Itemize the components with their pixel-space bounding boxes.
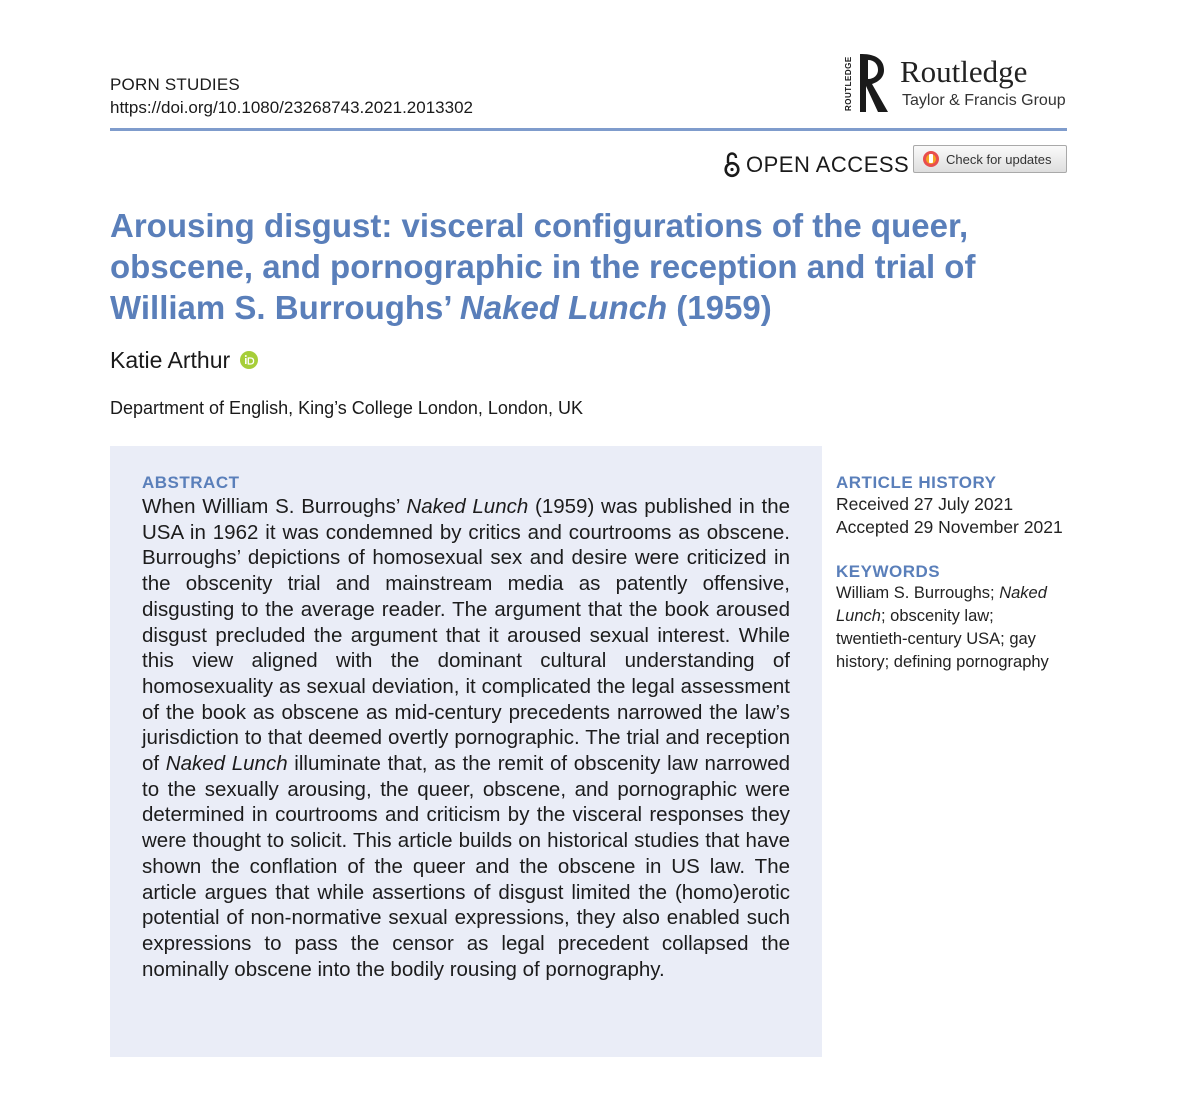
title-part-2: (1959) [667, 289, 772, 326]
keywords-segment-2: ; obscenity law; twentieth-century USA; gay history; defining pornography [836, 607, 1049, 671]
open-access-label: OPEN ACCESS [746, 152, 910, 177]
history-heading: ARTICLE HISTORY [836, 473, 997, 492]
publisher-group: Taylor & Francis Group [902, 92, 1066, 109]
publisher-block [844, 50, 1074, 116]
title-part-1: Arousing disgust: visceral configurations of the queer, obscene, and pornographic in the reception and trial of William S. Burroughs’ [110, 207, 976, 326]
abstract-segment-1: When William S. Burroughs’ [142, 495, 407, 518]
history-accepted: Accepted 29 November 2021 [836, 517, 1063, 537]
keywords-italic: Naked Lunch [836, 584, 1047, 625]
abstract-heading: ABSTRACT [142, 473, 240, 492]
open-access-badge [724, 152, 909, 178]
keywords-list [836, 582, 1068, 674]
author-name[interactable]: Katie Arthur [110, 347, 231, 373]
abstract-segment-3: illuminate that, as the remit of obscenity law narrowed to the sexually arousing, the queer, obscene, and pornographic were determined in courtrooms and criticism by the visceral responses they were thought to solicit. This article builds on historical studies that have shown the conflation of the queer and the obscene in US law. The article argues that while assertions of disgust limited the (homo)erotic potential of non-normative sexual expressions, they also enabled such expressions to pass the censor as legal precedent collapsed the nominally obscene into the bodily rousing of pornography. [142, 752, 790, 981]
abstract-text [142, 494, 790, 982]
orcid-icon[interactable] [240, 351, 258, 369]
header-rule [110, 128, 1067, 131]
article-sidebar [836, 473, 1076, 674]
title-italic: Naked Lunch [459, 289, 668, 326]
abstract-segment-2: (1959) was published in the USA in 1962 it was condemned by critics and courtrooms as obscene. Burroughs’ depictions of homosexual sex and desire were criticized in the obscenity trial and mainstream media as patently offensive, disgusting to the average reader. The argument that the book aroused disgust precluded the argument that it aroused sexual interest. While this view aligned with the dominant cultural understanding of homosexuality as sexual deviation, it complicated the legal assessment of the book as obscene as mid-century precedents narrowed the law’s jurisdiction to that deemed overtly pornographic. The trial and reception of [142, 495, 790, 776]
check-updates-icon [922, 150, 940, 168]
journal-name: PORN STUDIES [110, 75, 240, 94]
author-affiliation: Department of English, King’s College London, London, UK [110, 398, 583, 418]
history-received: Received 27 July 2021 [836, 494, 1014, 514]
doi-link[interactable]: https://doi.org/10.1080/23268743.2021.2013302 [110, 98, 473, 117]
abstract-italic-2: Naked Lunch [165, 752, 288, 776]
author-line [110, 346, 258, 374]
article-title [110, 205, 1070, 328]
routledge-logo-icon [858, 52, 894, 114]
keywords-heading: KEYWORDS [836, 562, 941, 581]
check-updates-label: Check for updates [946, 151, 1052, 167]
abstract-italic-1: Naked Lunch [406, 495, 529, 518]
open-access-lock-icon [724, 152, 740, 178]
publisher-vertical-label: ROUTLEDGE [844, 56, 853, 112]
keywords-segment-1: William S. Burroughs; [836, 584, 1000, 602]
check-updates-button[interactable] [913, 145, 1067, 173]
publisher-name: Routledge [900, 54, 1028, 89]
